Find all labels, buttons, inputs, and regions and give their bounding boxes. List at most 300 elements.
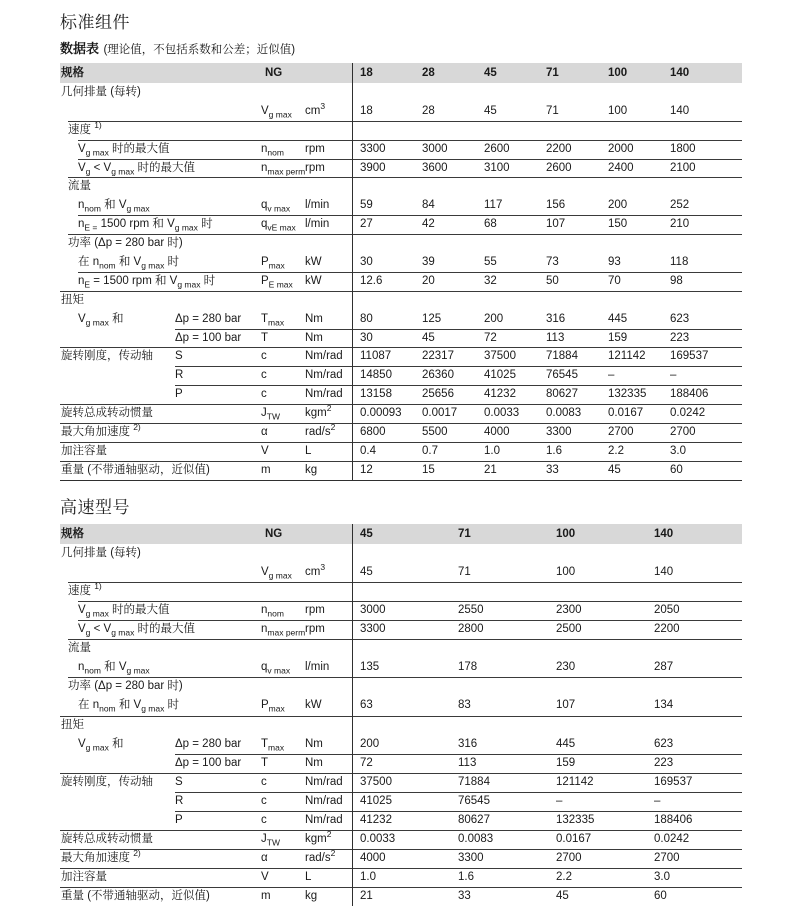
value-cell: 121142 xyxy=(556,775,594,788)
value-cell: 0.0167 xyxy=(608,407,644,420)
value-cell: 445 xyxy=(608,312,628,325)
row-label: 加注容量 xyxy=(61,871,107,884)
value-cell: 178 xyxy=(458,661,478,674)
row-sub-label: S xyxy=(175,350,183,363)
row-separator-line xyxy=(78,140,742,141)
size-column-header: 71 xyxy=(546,67,559,79)
row-unit: kW xyxy=(305,699,322,712)
spec-column-header: 规格 xyxy=(61,527,84,540)
table-row xyxy=(60,658,742,677)
value-cell: 80627 xyxy=(546,388,578,401)
row-unit: $cm^3$ xyxy=(305,561,326,578)
value-cell: 2.2 xyxy=(556,871,572,884)
value-cell: – xyxy=(654,794,661,807)
row-unit: kg xyxy=(305,890,318,903)
value-cell: – xyxy=(608,369,615,382)
row-label: 速度 $^{1)}$ xyxy=(68,119,102,136)
value-cell: 1.6 xyxy=(546,444,562,457)
value-cell: 33 xyxy=(458,890,471,903)
row-unit: Nm xyxy=(305,312,323,325)
row-symbol: α xyxy=(261,852,268,865)
value-cell: 3300 xyxy=(546,426,572,439)
value-cell: 60 xyxy=(670,463,683,476)
table-row xyxy=(60,442,742,461)
size-column-header: 100 xyxy=(608,67,628,79)
value-cell: 21 xyxy=(360,890,373,903)
row-sub-label: R xyxy=(175,369,184,382)
row-label: $n_{nom}$ 和 $V_{g max}$ xyxy=(78,199,150,214)
value-cell: 41025 xyxy=(484,369,516,382)
value-cell: 2800 xyxy=(458,623,484,636)
value-cell: 150 xyxy=(608,218,628,231)
value-cell: 21 xyxy=(484,463,497,476)
row-label: $n_{nom}$ 和 $V_{g max}$ xyxy=(78,661,150,676)
row-unit: kgm$^2$ xyxy=(305,403,332,420)
row-sub-label: R xyxy=(175,794,184,807)
row-label: $n_E = 1500$ rpm 和 $V_{g max}$ 时 xyxy=(78,274,216,290)
value-cell: 84 xyxy=(422,199,435,212)
table-row xyxy=(60,544,742,563)
row-symbol: c xyxy=(261,350,267,363)
value-cell: 0.00093 xyxy=(360,407,402,420)
value-cell: 71884 xyxy=(458,775,490,788)
row-unit: Nm/rad xyxy=(305,775,343,788)
row-separator-line xyxy=(60,442,742,443)
value-cell: 25656 xyxy=(422,388,454,401)
row-label: 扭矩 xyxy=(61,718,84,731)
row-unit: $cm^3$ xyxy=(305,101,326,117)
table-row xyxy=(60,366,742,385)
row-symbol: $P_{max}$ xyxy=(261,699,285,714)
row-unit: L xyxy=(305,871,312,884)
row-label: 重量 (不带通轴驱动，近似值) xyxy=(61,463,210,476)
value-cell: 200 xyxy=(484,312,504,325)
size-column-header: 45 xyxy=(360,527,373,540)
standard-components-table xyxy=(60,63,742,481)
value-cell: 3300 xyxy=(360,142,386,155)
row-separator-line xyxy=(68,639,742,640)
value-cell: 445 xyxy=(556,737,576,750)
row-symbol: $J_{TW}$ xyxy=(261,833,280,848)
datasheet-note: (理论值，不包括系数和公差；近似值) xyxy=(103,44,296,56)
value-cell: 98 xyxy=(670,274,683,287)
row-label: 速度 $^{1)}$ xyxy=(68,581,102,597)
value-cell: 41232 xyxy=(484,388,516,401)
row-unit: Nm/rad xyxy=(305,369,343,382)
row-unit: Nm/rad xyxy=(305,350,343,363)
table-row xyxy=(60,620,742,639)
row-unit: Nm xyxy=(305,737,323,750)
table-row xyxy=(60,639,742,658)
row-symbol: $T_{max}$ xyxy=(261,312,285,327)
row-unit: rpm xyxy=(305,623,325,636)
value-cell: 76545 xyxy=(546,369,578,382)
row-label: $V_{g max}$ 时的最大值 xyxy=(78,142,170,157)
section-title-high-speed: 高速型号 xyxy=(60,497,130,517)
table-row xyxy=(60,887,742,906)
value-cell: 210 xyxy=(670,218,690,231)
value-cell: 113 xyxy=(546,331,565,344)
value-cell: 37500 xyxy=(360,775,392,788)
table-row xyxy=(60,601,742,620)
value-cell: 200 xyxy=(608,199,628,212)
row-label: $V_g < V_{g max}$ 时的最大值 xyxy=(78,623,196,638)
row-separator-line xyxy=(78,601,742,602)
row-separator-line xyxy=(60,849,742,850)
value-cell: 2700 xyxy=(670,426,696,439)
table-row xyxy=(60,140,742,159)
value-cell: 1800 xyxy=(670,142,696,155)
value-cell: 0.7 xyxy=(422,444,438,457)
value-cell: 1.6 xyxy=(458,871,474,884)
value-cell: 83 xyxy=(458,699,471,712)
value-cell: 3000 xyxy=(360,603,386,616)
value-cell: 22317 xyxy=(422,350,454,363)
row-symbol: $V_{g max}$ xyxy=(261,565,292,581)
table-row xyxy=(60,754,742,773)
value-cell: 42 xyxy=(422,218,435,231)
row-unit: rad/$s^2$ xyxy=(305,422,336,439)
row-symbol: $q_{v max}$ xyxy=(261,199,291,214)
value-cell: 2600 xyxy=(546,161,572,174)
row-symbol: $P_{max}$ xyxy=(261,256,285,271)
row-unit: rpm xyxy=(305,603,325,616)
value-cell: 72 xyxy=(360,756,373,769)
value-cell: 113 xyxy=(458,756,477,769)
row-sub-label: S xyxy=(175,775,183,788)
value-cell: 28 xyxy=(422,104,435,117)
value-cell: 33 xyxy=(546,463,559,476)
value-cell: 12.6 xyxy=(360,274,383,287)
value-cell: 3600 xyxy=(422,161,448,174)
row-separator-line xyxy=(68,121,742,122)
value-cell: 80627 xyxy=(458,814,490,827)
row-symbol: $n_{max perm}$ xyxy=(261,623,306,638)
row-unit: rad/$s^2$ xyxy=(305,848,336,865)
value-cell: 39 xyxy=(422,256,435,269)
size-column-header: 18 xyxy=(360,67,373,79)
row-label: 最大角加速度 $^{2)}$ xyxy=(61,848,141,865)
row-label: 旋转总成转动惯量 xyxy=(61,833,153,846)
row-unit: l/min xyxy=(305,199,330,212)
value-cell: 71 xyxy=(458,565,471,578)
table-row xyxy=(60,735,742,754)
value-cell: 156 xyxy=(546,199,566,212)
value-cell: – xyxy=(556,794,563,807)
value-cell: 140 xyxy=(654,565,674,578)
row-unit: Nm/rad xyxy=(305,814,343,827)
row-symbol: $q_{v max}$ xyxy=(261,661,291,676)
row-label: 流量 xyxy=(68,642,91,655)
value-cell: 3300 xyxy=(360,623,386,636)
value-cell: 30 xyxy=(360,331,373,344)
row-label: 功率 (Δp = 280 bar 时) xyxy=(68,237,183,250)
row-separator-line xyxy=(68,177,742,178)
value-cell: 125 xyxy=(422,312,442,325)
value-cell: 71884 xyxy=(546,350,578,363)
value-cell: 230 xyxy=(556,661,576,674)
value-cell: 3100 xyxy=(484,161,510,174)
row-unit: Nm/rad xyxy=(305,794,343,807)
value-cell: 26360 xyxy=(422,369,454,382)
table-row xyxy=(60,563,742,582)
value-cell: 12 xyxy=(360,463,373,476)
row-separator-line xyxy=(60,773,742,774)
table-row xyxy=(60,677,742,696)
table-row xyxy=(60,121,742,140)
row-unit: l/min xyxy=(305,661,330,674)
row-symbol: V xyxy=(261,871,269,884)
table-row xyxy=(60,347,742,366)
value-cell: 63 xyxy=(360,699,373,712)
value-cell: 55 xyxy=(484,256,497,269)
value-cell: 169537 xyxy=(670,350,709,363)
row-unit: L xyxy=(305,444,312,457)
value-cell: 2600 xyxy=(484,142,510,155)
table-row xyxy=(60,461,742,480)
value-cell: 11087 xyxy=(360,350,392,363)
table-row xyxy=(60,102,742,121)
table-row xyxy=(60,159,742,178)
row-label: 旋转总成转动惯量 xyxy=(61,407,153,420)
row-symbol: c xyxy=(261,814,267,827)
row-unit: Nm xyxy=(305,756,323,769)
value-cell: 45 xyxy=(422,331,435,344)
value-cell: 2050 xyxy=(654,603,680,616)
row-unit: rpm xyxy=(305,142,325,155)
row-symbol: m xyxy=(261,890,271,903)
value-cell: 41025 xyxy=(360,794,392,807)
value-cell: 37500 xyxy=(484,350,516,363)
row-unit: rpm xyxy=(305,161,325,174)
datasheet-subtitle xyxy=(60,41,742,58)
size-column-header: 45 xyxy=(484,67,497,79)
value-cell: 72 xyxy=(484,331,497,344)
value-cell: 3000 xyxy=(422,142,448,155)
value-cell: 27 xyxy=(360,218,373,231)
value-cell: 117 xyxy=(484,199,503,212)
row-symbol: T xyxy=(261,331,269,344)
table-row xyxy=(60,215,742,234)
value-cell: 15 xyxy=(422,463,435,476)
row-unit: l/min xyxy=(305,218,330,231)
value-cell: 252 xyxy=(670,199,690,212)
row-label: 几何排量 (每转) xyxy=(61,86,141,98)
table-row xyxy=(60,582,742,601)
row-symbol: m xyxy=(261,463,271,476)
value-cell: 2100 xyxy=(670,161,696,174)
value-cell: 2200 xyxy=(546,142,572,155)
row-unit: kW xyxy=(305,274,322,287)
value-cell: 3.0 xyxy=(654,871,670,884)
value-cell: 0.0083 xyxy=(458,833,494,846)
value-cell: 0.0083 xyxy=(546,407,582,420)
row-symbol: $q_{vE max}$ xyxy=(261,218,296,233)
row-separator-line xyxy=(60,716,742,717)
table-row xyxy=(60,291,742,310)
value-cell: 41232 xyxy=(360,814,392,827)
row-symbol: c xyxy=(261,369,267,382)
row-label: $V_{g max}$ 和 xyxy=(78,737,124,752)
row-label: 重量 (不带通轴驱动，近似值) xyxy=(61,890,210,903)
value-cell: 5500 xyxy=(422,426,448,439)
table-row xyxy=(60,716,742,735)
value-cell: 134 xyxy=(654,699,674,712)
row-sub-label: Δp = 100 bar xyxy=(175,331,242,344)
page-content xyxy=(60,0,742,906)
row-symbol: $n_{max perm}$ xyxy=(261,161,306,176)
value-cell: 14850 xyxy=(360,369,392,382)
value-cell: – xyxy=(670,369,677,382)
value-cell: 0.0033 xyxy=(360,833,396,846)
value-cell: 0.0167 xyxy=(556,833,592,846)
value-cell: 2500 xyxy=(556,623,582,636)
value-cell: 135 xyxy=(360,661,380,674)
value-cell: 223 xyxy=(670,331,690,344)
row-unit: Nm xyxy=(305,331,323,344)
table-row xyxy=(60,792,742,811)
row-label: $n_{E =}$ 1500 rpm 和 $V_{g max}$ 时 xyxy=(78,218,213,233)
value-cell: 316 xyxy=(458,737,478,750)
row-symbol: c xyxy=(261,794,267,807)
value-cell: 60 xyxy=(654,890,667,903)
row-unit: kgm$^2$ xyxy=(305,829,332,846)
table-row xyxy=(60,811,742,830)
value-cell: 107 xyxy=(556,699,576,712)
row-label: $V_{g max}$ 和 xyxy=(78,312,124,327)
value-cell: 32 xyxy=(484,274,497,287)
value-cell: 80 xyxy=(360,312,373,325)
row-label: 几何排量 (每转) xyxy=(61,546,141,559)
value-cell: 623 xyxy=(654,737,674,750)
value-cell: 30 xyxy=(360,256,373,269)
value-cell: 45 xyxy=(556,890,569,903)
value-cell: 2300 xyxy=(556,603,582,616)
table-row xyxy=(60,423,742,442)
row-separator-line xyxy=(60,868,742,869)
row-symbol: c xyxy=(261,388,267,401)
value-cell: 1.0 xyxy=(484,444,500,457)
size-column-header: 140 xyxy=(670,67,690,79)
value-cell: 118 xyxy=(670,256,689,269)
row-unit: kW xyxy=(305,256,322,269)
row-sub-label: P xyxy=(175,814,183,827)
value-cell: 200 xyxy=(360,737,380,750)
value-cell: 121142 xyxy=(608,350,646,363)
value-cell: 2400 xyxy=(608,161,634,174)
value-cell: 13158 xyxy=(360,388,392,401)
value-cell: 45 xyxy=(484,104,497,117)
row-label: 加注容量 xyxy=(61,444,107,457)
row-label: 最大角加速度 $^{2)}$ xyxy=(61,422,141,439)
value-cell: 2700 xyxy=(608,426,634,439)
table-header-row xyxy=(60,524,742,544)
value-cell: 71 xyxy=(546,104,559,117)
value-cell: 132335 xyxy=(608,388,647,401)
value-cell: 1.0 xyxy=(360,871,376,884)
table-row xyxy=(60,196,742,215)
row-label: $V_{g max}$ 时的最大值 xyxy=(78,603,170,619)
table-row xyxy=(60,830,742,849)
row-symbol: $V_{g max}$ xyxy=(261,104,292,120)
table-row xyxy=(60,234,742,253)
value-cell: 316 xyxy=(546,312,566,325)
row-symbol: T xyxy=(261,756,269,769)
row-label: 在 $n_{nom}$ 和 $V_{g max}$ 时 xyxy=(78,699,180,714)
value-cell: 2200 xyxy=(654,623,680,636)
value-cell: 6800 xyxy=(360,426,386,439)
value-cell: 188406 xyxy=(654,814,693,827)
high-speed-models-table xyxy=(60,524,742,906)
value-cell: 2000 xyxy=(608,142,634,155)
table-row xyxy=(60,272,742,291)
value-cell: 0.4 xyxy=(360,444,376,457)
table-row xyxy=(60,773,742,792)
row-symbol: V xyxy=(261,444,269,457)
row-label: 流量 xyxy=(68,180,91,193)
table-row xyxy=(60,868,742,887)
row-symbol: $T_{max}$ xyxy=(261,737,285,752)
table-row xyxy=(60,696,742,715)
row-symbol: $n_{nom}$ xyxy=(261,142,284,157)
value-cell: 45 xyxy=(608,463,621,476)
size-column-header: 28 xyxy=(422,67,435,79)
value-cell: 4000 xyxy=(360,852,386,865)
value-cell: 100 xyxy=(608,104,628,117)
datasheet-label: 数据表 xyxy=(60,41,100,56)
size-column-header: 100 xyxy=(556,527,576,540)
value-cell: 3.0 xyxy=(670,444,686,457)
row-label: 功率 (Δp = 280 bar 时) xyxy=(68,680,183,693)
value-cell: 93 xyxy=(608,256,621,269)
value-cell: 2550 xyxy=(458,603,484,616)
value-cell: 2.2 xyxy=(608,444,624,457)
table-row xyxy=(60,253,742,272)
value-cell: 159 xyxy=(608,331,628,344)
value-cell: 287 xyxy=(654,661,674,674)
row-label: 旋转刚度，传动轴 xyxy=(61,350,153,363)
value-cell: 68 xyxy=(484,218,497,231)
row-separator-line xyxy=(60,291,742,292)
row-separator-line xyxy=(60,423,742,424)
value-cell: 73 xyxy=(546,256,559,269)
value-cell: 2700 xyxy=(654,852,680,865)
row-unit: Nm/rad xyxy=(305,388,343,401)
row-label: 扭矩 xyxy=(61,293,84,306)
table-row xyxy=(60,329,742,348)
row-unit: kg xyxy=(305,463,318,476)
row-label: 在 $n_{nom}$ 和 $V_{g max}$ 时 xyxy=(78,256,180,271)
size-column-header: 71 xyxy=(458,527,471,540)
row-sub-label: Δp = 280 bar xyxy=(175,312,242,325)
value-cell: 4000 xyxy=(484,426,510,439)
value-cell: 0.0033 xyxy=(484,407,520,420)
table-row xyxy=(60,177,742,196)
value-cell: 188406 xyxy=(670,388,709,401)
value-cell: 3300 xyxy=(458,852,484,865)
row-symbol: $J_{TW}$ xyxy=(261,407,280,422)
row-label: 旋转刚度，传动轴 xyxy=(61,775,153,788)
table-row xyxy=(60,849,742,868)
row-sub-label: P xyxy=(175,388,183,401)
value-cell: 140 xyxy=(670,104,690,117)
value-cell: 223 xyxy=(654,756,674,769)
value-cell: 132335 xyxy=(556,814,595,827)
column-divider-line xyxy=(352,524,353,906)
ng-column-header: NG xyxy=(265,527,283,540)
row-symbol: $P_{E max}$ xyxy=(261,274,293,290)
row-symbol: α xyxy=(261,426,268,439)
